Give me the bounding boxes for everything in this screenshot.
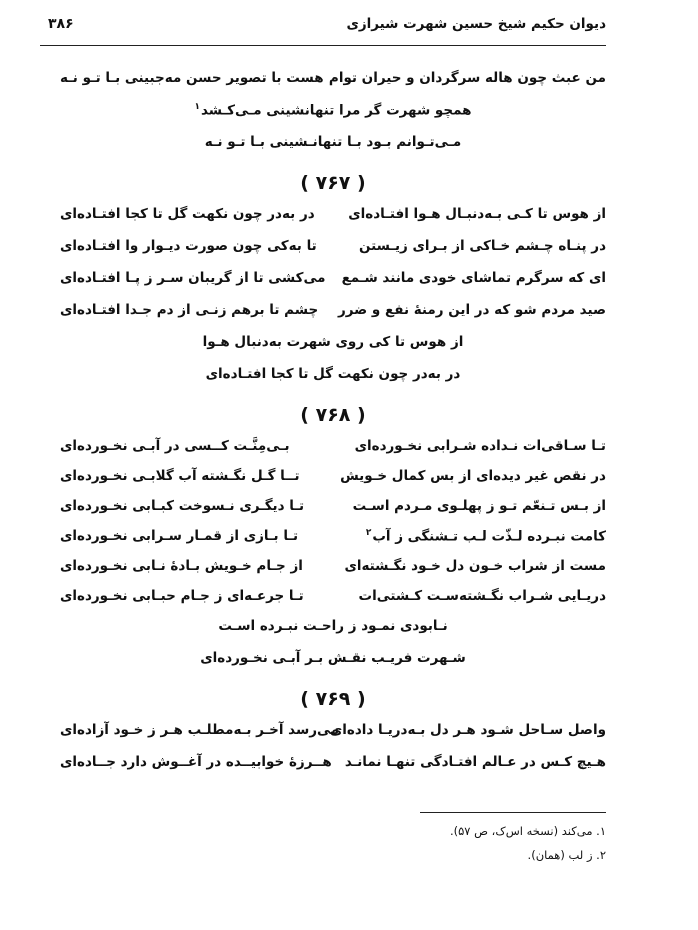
intro-line-2: [60, 134, 606, 166]
footnote-marker-1: ۱: [194, 102, 200, 112]
couplet: [60, 558, 606, 588]
closing-line: [60, 366, 606, 398]
hemistich-right: صید مردم شو که در این رمنهٔ نفع و ضرر: [338, 302, 606, 318]
closing-line-text: نـابودی نمـود ز راحـت نبـرده اسـت: [218, 618, 448, 634]
footnote-divider: [420, 812, 606, 813]
hemistich-left: تا به‌کی چون صورت دیـوار وا افتـاده‌ای: [60, 238, 317, 254]
hemistich-right: [366, 528, 606, 545]
intro-line-1: [60, 102, 606, 134]
hemistich-right: در پنـاه چـشم خـاکی از بـرای زیـستن: [358, 238, 606, 254]
closing-line: [60, 334, 606, 366]
couplet: [60, 722, 606, 754]
couplet: [60, 238, 606, 270]
couplet: [60, 754, 606, 786]
hemistich-left: تـا بـازی از قمـار سـرابی نخـورده‌ای: [60, 528, 299, 544]
intro-line-2-text: مـی‌تـوانم بـود بـا تنهانـشینی بـا تـو نـه: [204, 134, 462, 150]
hemistich-left: هست با تصویر حسن مه‌جبینی بـا تـو نـه: [60, 70, 324, 86]
hemistich-right: در نقص غیر دیده‌ای از بس کمال خـویش: [340, 468, 606, 484]
hemistich-right: از هوس تا کـی بـه‌دنبـال هـوا افتـاده‌ای: [348, 206, 606, 222]
page-number: ۳۸۶: [48, 16, 74, 32]
hemistich-right: تـا سـاقی‌ات نـداده شـرابی نخـورده‌ای: [354, 438, 606, 454]
hemistich-right: من عبث چون هاله سرگردان و حیران توام: [328, 70, 606, 86]
ghazal-number: ( ۷۶۹ ): [300, 688, 366, 710]
hemistich-left: از جـام خـویش بـادهٔ نـابی نخـورده‌ای: [60, 558, 303, 574]
header-divider: [40, 45, 606, 46]
hemistich-right-text: کامت نبـرده لـذّت لـب تـشنگی ز آب: [372, 528, 606, 545]
hemistich-left: تـا دیگـری نـسوخت کبـابی نخـورده‌ای: [60, 498, 305, 514]
intro-line-1-text: همچو شهرت گر مرا تنهانشینی مـی‌کـشد: [200, 102, 472, 119]
book-title: دیوان حکیم شیخ حسین شهرت شیرازی: [346, 16, 606, 32]
hemistich-right: از بـس تـنعّم تـو ز پهلـوی مـردم اسـت: [352, 498, 606, 514]
running-header: [40, 16, 606, 38]
hemistich-left: هــرزهٔ خوابیــده در آغــوش دارد جــاده‌ای: [60, 754, 332, 770]
couplet: [60, 270, 606, 302]
hemistich-left: تـا جرعـه‌ای ز جـام حبـابی نخـورده‌ای: [60, 588, 304, 604]
hemistich-left: می‌رسد آخـر بـه‌مطلـب هـر ز خـود آزاده‌ای: [60, 722, 340, 738]
hemistich-left: می‌کشی تا از گریبان سـر ز پـا افتـاده‌ای: [60, 270, 326, 286]
ghazal-number: ( ۷۶۸ ): [300, 404, 366, 426]
hemistich-right: واصل سـاحل شـود هـر دل بـه‌دریـا داده‌ای: [329, 722, 606, 738]
poem-content: [60, 70, 606, 786]
closing-line-text: شـهرت فریـب نقـش بـر آبـی نخـورده‌ای: [200, 650, 466, 666]
couplet: [60, 438, 606, 468]
closing-line-text: در به‌در چون نکهت گل تا کجا افتـاده‌ای: [205, 366, 461, 382]
closing-line: [60, 618, 606, 650]
couplet: [60, 498, 606, 528]
ghazal-number: ( ۷۶۷ ): [300, 172, 366, 194]
closing-line-text: از هوس تا کی روی شهرت به‌دنبال هـوا: [202, 334, 464, 350]
hemistich-right: دریـایی شـراب نگـشته‌سـت کـشتی‌ات: [358, 588, 606, 604]
hemistich-right: مست از شراب خـون دل خـود نگـشته‌ای: [344, 558, 606, 574]
couplet: [60, 468, 606, 498]
closing-line: [60, 650, 606, 682]
footnote-marker-2: ۲: [365, 528, 372, 538]
hemistich-right: هـیچ کـس در عـالم افتـادگی تنهـا نمانـد: [344, 754, 606, 770]
couplet: [60, 588, 606, 618]
footnotes: [200, 824, 606, 872]
intro-couplet: [60, 70, 606, 102]
hemistich-left: چشم تا برهم زنـی از دم جـدا افتـاده‌ای: [60, 302, 319, 318]
hemistich-left: بـی‌مِنَّـت کــسی در آبـی نخـورده‌ای: [60, 438, 290, 454]
couplet: [60, 206, 606, 238]
couplet: [60, 528, 606, 558]
hemistich-right: ای که سرگرم تماشای خودی مانند شـمع: [341, 270, 606, 286]
hemistich-left: تــا گـل نگـشته آب گلابـی نخـورده‌ای: [60, 468, 300, 484]
couplet: [60, 302, 606, 334]
hemistich-left: در به‌در چون نکهت گل تا کجا افتـاده‌ای: [60, 206, 315, 222]
footnote: ۲. ز لب (همان).: [527, 848, 606, 862]
footnote: ۱. می‌کند (نسخه اس‌ک، ص ۵۷).: [449, 824, 606, 838]
